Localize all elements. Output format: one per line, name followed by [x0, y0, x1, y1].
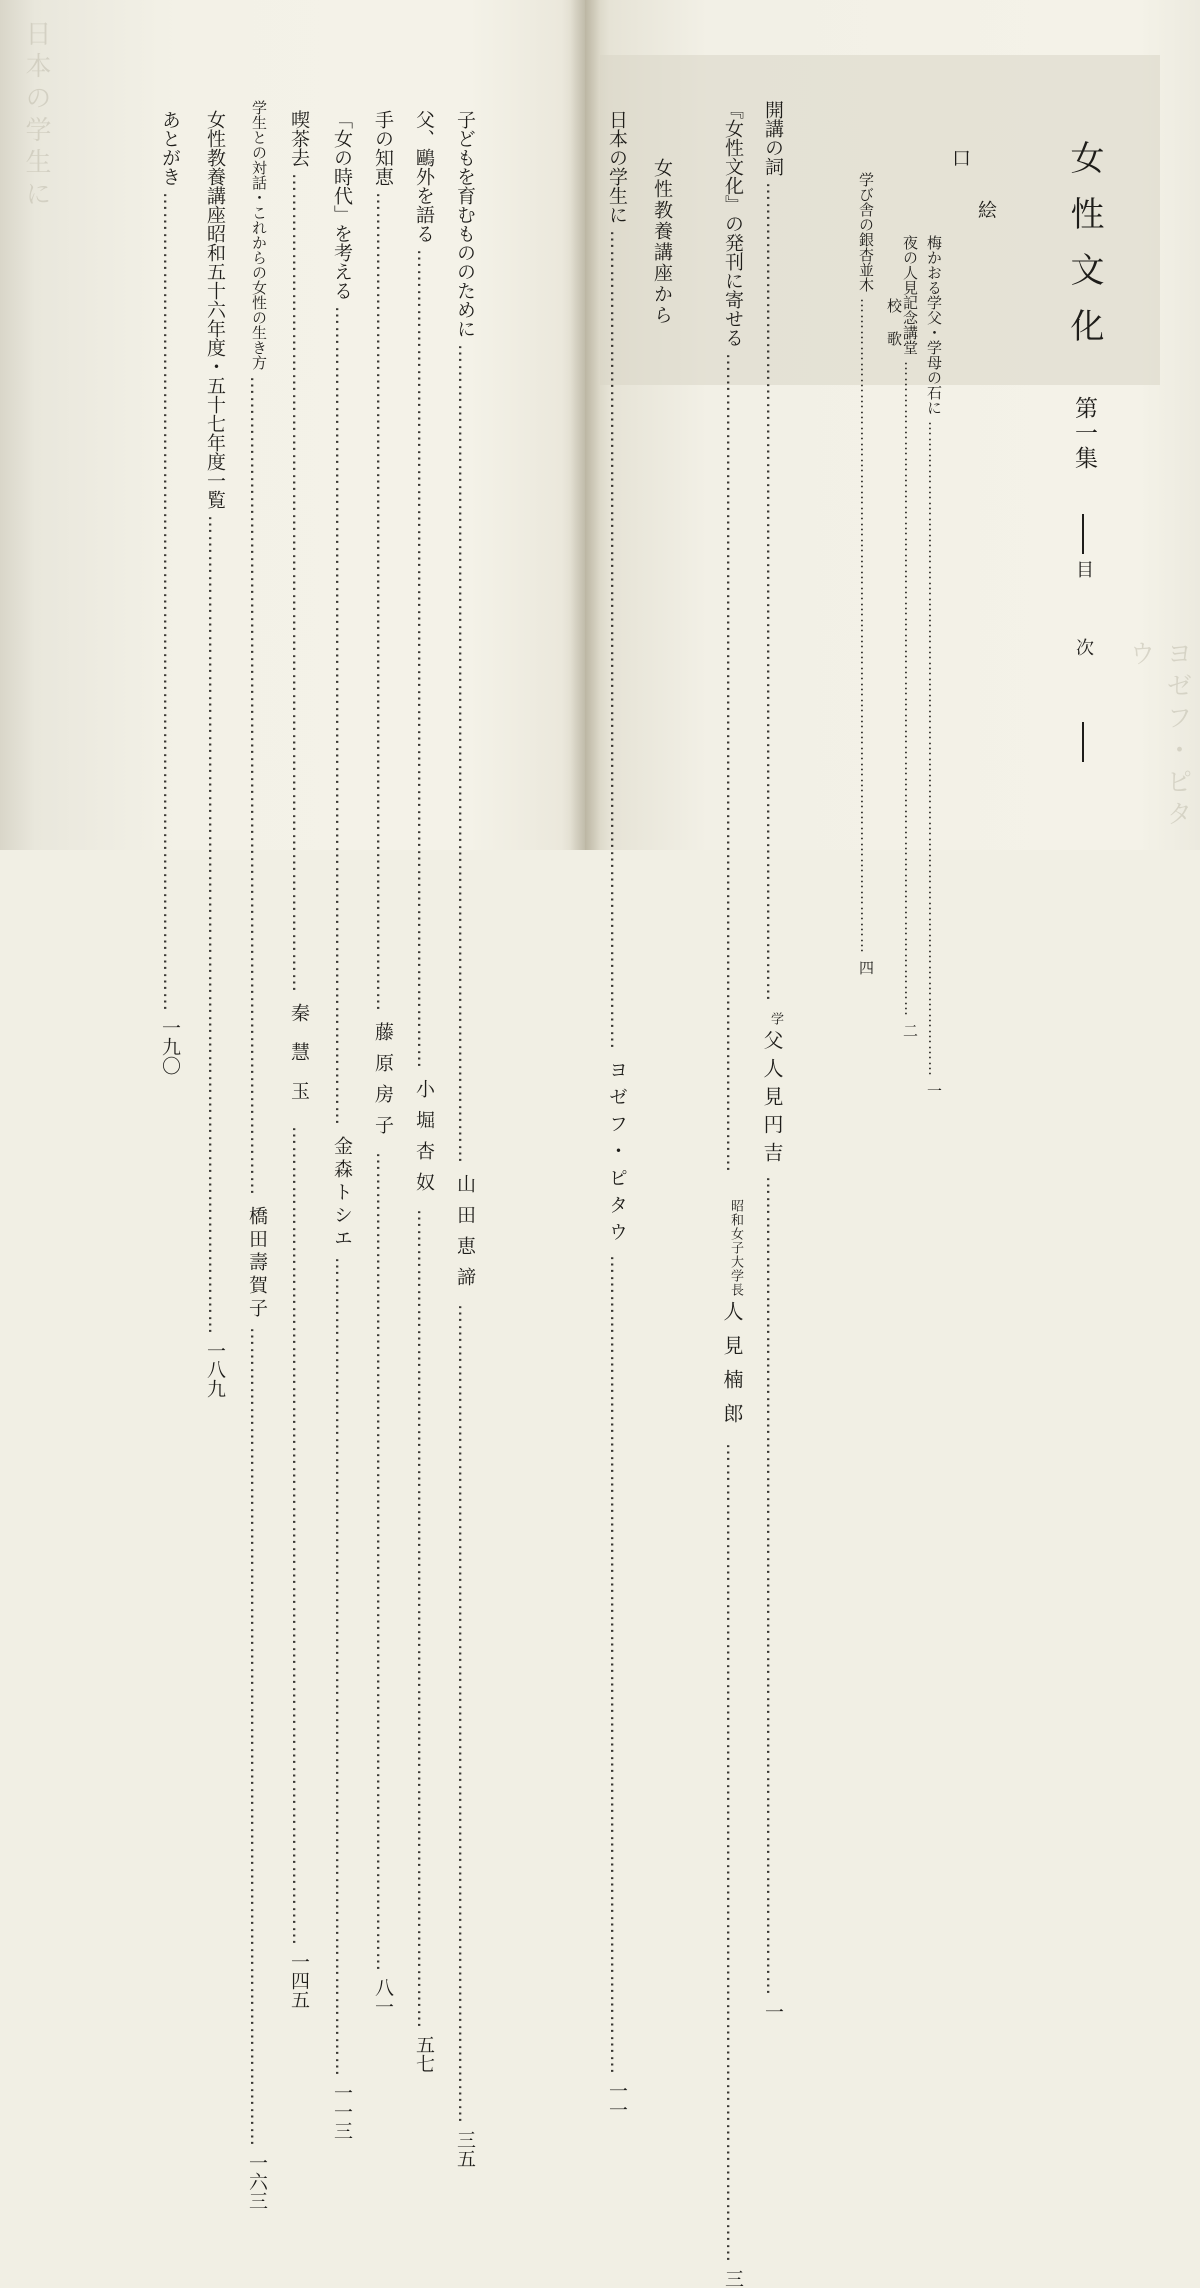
frontispiece-item-4: 学び舎の銀杏並木 …………………………………………………………………………………………………………… 四 — [857, 172, 875, 975]
entry-launch: 『女性文化』の発刊に寄せる …………………………………………………………………………………………………………… 昭和女子大学長 人見楠郎 …………………………………………………………………………………………………………… 三 — [720, 100, 744, 2288]
dash-right — [1082, 722, 1084, 762]
entry-6: 学生との対話・これからの女性の生き方 …………………………………………………………………………………………………………… 橋田壽賀子 …………………………………………………………………………………………………………… 一六三 — [246, 100, 268, 2210]
show-through-text-left: 日本の学生に — [21, 20, 51, 212]
entry-8: あとがき …………………………………………………………………………………………………………… 一九〇 — [159, 110, 181, 1075]
entry-5: 喫茶去 …………………………………………………………………………………………………………… 秦慧玉 …………………………………………………………………………………………………………… 一四五 — [288, 110, 310, 2009]
entry-4: 「女の時代」を考える …………………………………………………………………………………………………………… 金森トシエ …………………………………………………………………………………………………………… 一一三 — [331, 110, 353, 2140]
entry-7: 女性教養講座昭和五十六年度・五十七年度一覧 …………………………………………………………………………………………………………… 一八九 — [204, 110, 226, 1398]
frontispiece-e: 絵 — [975, 200, 997, 219]
show-through-text-right: ヨゼフ・ピタウ — [1125, 640, 1192, 832]
entry-first-lecture: 日本の学生に …………………………………………………………………………………………………………… ヨゼフ・ピタウ …………………………………………………………………………………………………………… 一一 — [606, 110, 628, 2119]
book-gutter — [570, 0, 600, 850]
contents-text: 目次 — [1073, 560, 1094, 716]
section-heading: 女性教養講座から — [651, 158, 673, 326]
contents-label — [1070, 508, 1096, 768]
frontispiece-item-1: 梅かおる学父・学母の石に …………………………………………………………………………………………………………… 一 — [925, 235, 943, 1098]
entry-1: 子どもを育むもののために …………………………………………………………………………………………………………… 山田恵諦 …………………………………………………………………………………………………………… 三五 — [454, 110, 476, 2168]
magazine-title: 女性文化 — [1064, 140, 1104, 364]
entry-opening: 開講の詞 …………………………………………………………………………………………………………… 学 父人見円吉 …………………………………………………………………………………………………………… 一 — [760, 100, 784, 2021]
entry-2: 父、鷗外を語る …………………………………………………………………………………………………………… 小堀杏奴 …………………………………………………………………………………………………………… 五七 — [413, 110, 435, 2073]
entry-3: 手の知恵 …………………………………………………………………………………………………………… 藤原房子 …………………………………………………………………………………………………………… 八一 — [372, 110, 394, 2016]
frontispiece-kuchi: 口 — [949, 148, 971, 167]
issue-number: 第一集 — [1071, 396, 1097, 471]
dash-left — [1082, 514, 1084, 554]
frontispiece-item-3: 校歌 — [885, 298, 903, 364]
frontispiece-item-2: 夜の人見記念講堂 …………………………………………………………………………………………………………… 二 — [901, 235, 919, 1038]
